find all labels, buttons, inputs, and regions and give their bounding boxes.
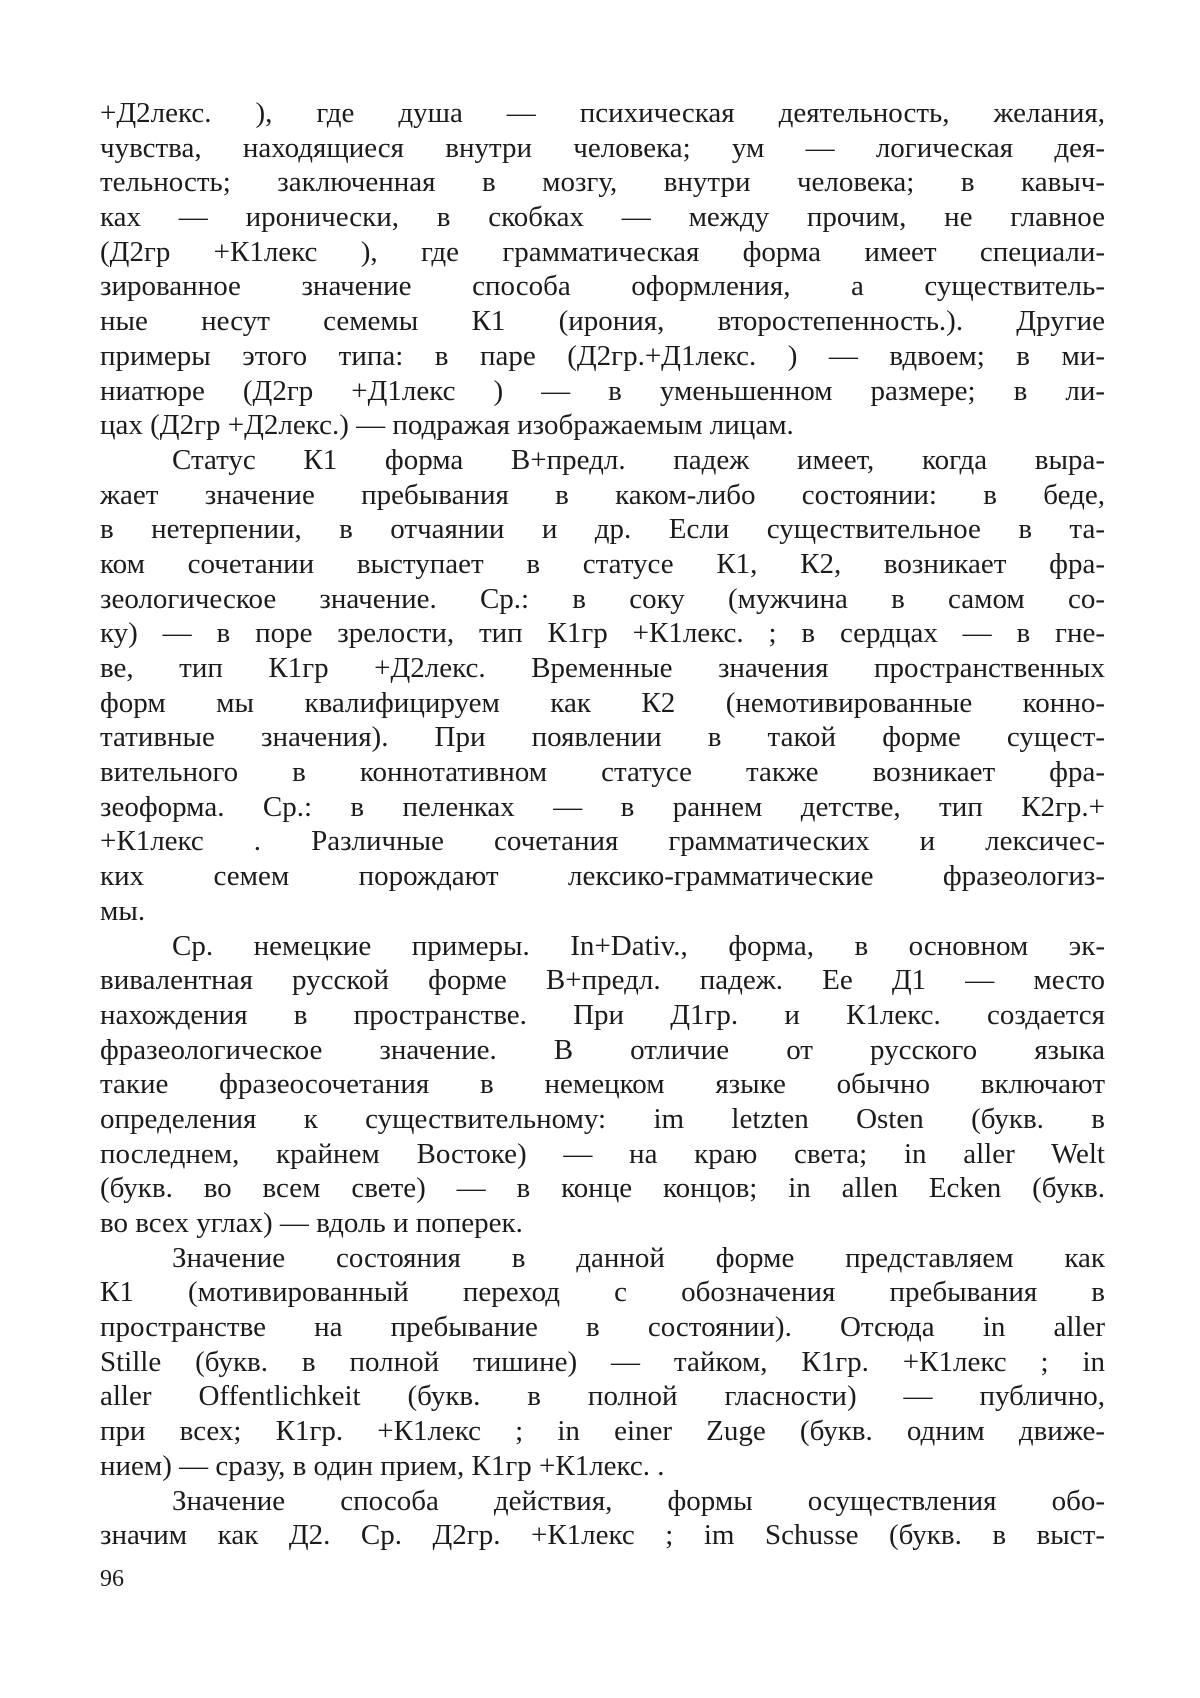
text-line: вивалентная русской форме В+предл. падеж. Ее Д1 — место <box>100 964 1105 997</box>
paragraph-first-line: Значение способа действия, формы осуществления обо- <box>172 1484 1105 1517</box>
paragraph-first-line: Статус К1 форма В+предл. падеж имеет, когда выра- <box>172 443 1105 476</box>
text-line: ве, тип К1гр +Д2лекс. Временные значения пространственных <box>100 652 1105 684</box>
text-line: К1 (мотивированный переход с обозначения пребывания в <box>100 1276 1105 1309</box>
text-line: Stille (букв. в полной тишине) — тайком, К1гр. +К1лекс ; in <box>100 1345 1105 1378</box>
text-line: нием) — сразу, в один прием, К1гр +К1лекс. . <box>100 1449 665 1482</box>
page-number: 96 <box>100 1566 124 1592</box>
paragraph-first-line: Ср. немецкие примеры. In+Dativ., форма, в основном эк- <box>172 929 1105 962</box>
document-page <box>100 96 1105 1553</box>
text-line: последнем, крайнем Востоке) — на краю света; in aller Welt <box>100 1137 1105 1170</box>
text-line: ких семем порождают лексико-грамматические фразеологиз- <box>100 860 1105 893</box>
text-line: +Д2лекс. ), где душа — психическая деятельность, желания, <box>100 97 1105 129</box>
text-line: нахождения в пространстве. При Д1гр. и К1лекс. создается <box>100 998 1105 1031</box>
text-line: определения к существительному: im letzten Osten (букв. в <box>100 1102 1105 1135</box>
text-line: ках — иронически, в скобках — между прочим, не главное <box>100 201 1105 234</box>
text-line: форм мы квалифицируем как К2 (немотивированные конно- <box>100 686 1105 719</box>
text-line: (букв. во всем свете) — в конце концов; in allen Ecken (букв. <box>100 1172 1105 1205</box>
text-line: зированное значение способа оформления, а существитель- <box>100 270 1105 303</box>
text-line: зеологическое значение. Ср.: в соку (мужчина в самом со- <box>100 582 1105 615</box>
paragraph-first-line: Значение состояния в данной форме представляем как <box>172 1241 1105 1274</box>
text-line: пространстве на пребывание в состоянии). Отсюда in aller <box>100 1311 1105 1344</box>
text-line: aller Offentlichkeit (букв. в полной гласности) — публично, <box>100 1380 1105 1413</box>
text-line: ные несут семемы К1 (ирония, второстепенность.). Другие <box>100 305 1105 338</box>
text-line: такие фразеосочетания в немецком языке обычно включают <box>100 1068 1105 1101</box>
text-line: при всех; К1гр. +К1лекс ; in einer Zuge (букв. одним движе- <box>100 1415 1105 1448</box>
text-line: жает значение пребывания в каком-либо состоянии: в беде, <box>100 478 1105 511</box>
text-line: фразеологическое значение. В отличие от русского языка <box>100 1033 1105 1066</box>
text-line: (Д2гр +К1лекс ), где грамматическая форма имеет специали- <box>100 235 1105 268</box>
text-line: мы. <box>100 894 146 927</box>
text-line: ниатюре (Д2гр +Д1лекс ) — в уменьшенном размере; в ли- <box>100 374 1105 407</box>
text-line: тативные значения). При появлении в такой форме сущест- <box>100 721 1105 754</box>
text-line: зеоформа. Ср.: в пеленках — в раннем детстве, тип К2гр.+ <box>100 790 1105 823</box>
text-line: значим как Д2. Ср. Д2гр. +К1лекс ; im Schusse (букв. в выст- <box>100 1519 1105 1552</box>
text-line: +К1лекс . Различные сочетания грамматических и лексичес- <box>100 825 1105 858</box>
text-line: в нетерпении, в отчаянии и др. Если существительное в та- <box>100 513 1105 546</box>
text-line: ком сочетании выступает в статусе К1, К2, возникает фра- <box>100 547 1105 580</box>
text-line: во всех углах) — вдоль и поперек. <box>100 1207 523 1239</box>
text-line: цах (Д2гр +Д2лекс.) — подражая изображаемым лицам. <box>100 409 794 442</box>
text-line: тельность; заключенная в мозгу, внутри человека; в кавыч- <box>100 166 1105 199</box>
text-line: примеры этого типа: в паре (Д2гр.+Д1лекс. ) — вдвоем; в ми- <box>100 339 1105 372</box>
text-line: ку) — в поре зрелости, тип К1гр +К1лекс. ; в сердцах — в гне- <box>100 617 1105 650</box>
text-line: вительного в коннотативном статусе также возникает фра- <box>100 756 1105 789</box>
text-line: чувства, находящиеся внутри человека; ум — логическая дея- <box>100 131 1105 164</box>
